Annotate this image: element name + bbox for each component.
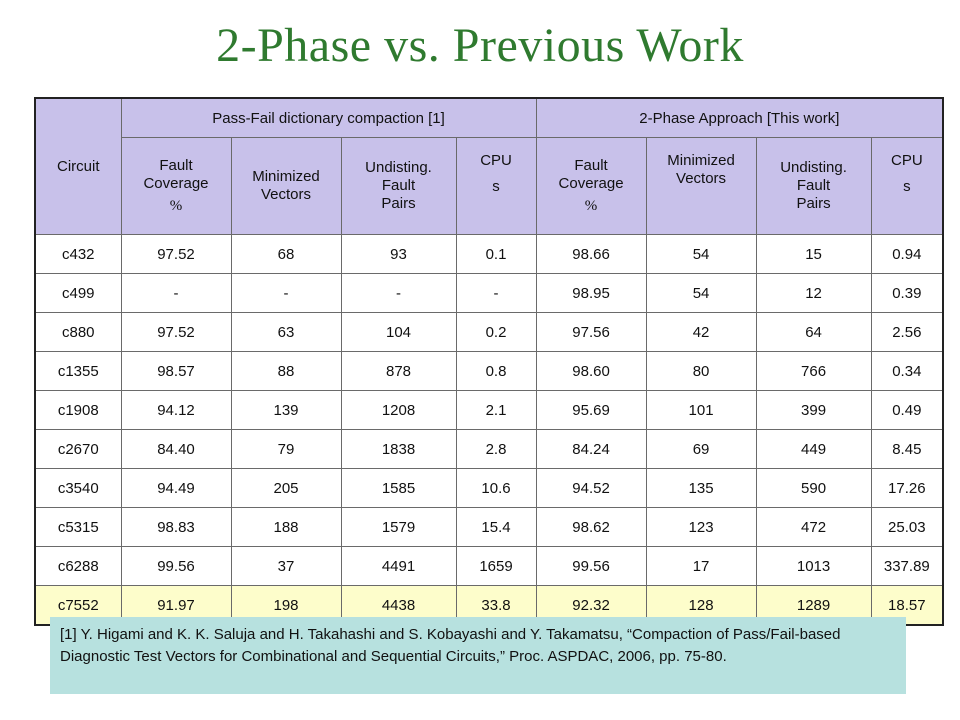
table-row (35, 508, 943, 547)
cell-circuit: c2670 (35, 430, 121, 469)
header-text: CPU (890, 152, 923, 169)
header-group-previous: Pass-Fail dictionary compaction [1] (121, 98, 536, 138)
header-text: % (169, 198, 183, 214)
cell-minimized-vectors-prev: - (231, 274, 341, 313)
cell-fault-coverage-prev: 94.49 (121, 469, 231, 508)
cell-minimized-vectors-prev: 79 (231, 430, 341, 469)
table-row (35, 547, 943, 586)
cell-minimized-vectors-new: 69 (646, 430, 756, 469)
header-text: Pairs (796, 195, 831, 212)
header-text: Fault (796, 177, 831, 194)
cell-minimized-vectors-prev: 198 (231, 586, 341, 626)
header-text: Fault (574, 157, 608, 174)
table-row (35, 274, 943, 313)
header-text: % (584, 198, 598, 214)
header-minimized-vectors-prev (231, 138, 341, 235)
header-text: Minimized (667, 152, 735, 169)
cell-undisting-pairs-prev: 4491 (341, 547, 456, 586)
header-cpu-new (871, 138, 943, 235)
header-text: Fault (159, 157, 193, 174)
cell-fault-coverage-new: 95.69 (536, 391, 646, 430)
cell-circuit: c432 (35, 235, 121, 274)
table-row (35, 235, 943, 274)
cell-undisting-pairs-new: 449 (756, 430, 871, 469)
reference-note: [1] Y. Higami and K. K. Saluja and H. Takahashi and S. Kobayashi and Y. Takamatsu, “Compaction of Pass/Fail-based Diagnostic Test Vectors for Combinational and Sequential Circuits,” Proc. ASPDAC, 2006, pp. 75-80. (50, 617, 906, 694)
cell-cpu-new: 0.39 (871, 274, 943, 313)
table-row (35, 391, 943, 430)
cell-circuit: c880 (35, 313, 121, 352)
header-circuit: Circuit (35, 98, 121, 235)
cell-circuit: c7552 (35, 586, 121, 626)
cell-undisting-pairs-prev: 1208 (341, 391, 456, 430)
cell-fault-coverage-new: 98.60 (536, 352, 646, 391)
header-text: Fault (381, 177, 416, 194)
cell-undisting-pairs-prev: 1579 (341, 508, 456, 547)
cell-fault-coverage-new: 99.56 (536, 547, 646, 586)
cell-minimized-vectors-new: 17 (646, 547, 756, 586)
cell-cpu-prev: 0.2 (456, 313, 536, 352)
cell-cpu-new: 25.03 (871, 508, 943, 547)
cell-fault-coverage-new: 98.66 (536, 235, 646, 274)
header-row-groups (35, 98, 943, 138)
header-undisting-pairs-new (756, 138, 871, 235)
comparison-table (34, 97, 944, 626)
cell-fault-coverage-prev: 99.56 (121, 547, 231, 586)
cell-undisting-pairs-new: 15 (756, 235, 871, 274)
cell-undisting-pairs-new: 590 (756, 469, 871, 508)
cell-undisting-pairs-prev: 1838 (341, 430, 456, 469)
cell-fault-coverage-prev: 97.52 (121, 235, 231, 274)
table-row (35, 469, 943, 508)
cell-undisting-pairs-prev: 104 (341, 313, 456, 352)
cell-cpu-prev: 2.1 (456, 391, 536, 430)
cell-circuit: c3540 (35, 469, 121, 508)
cell-cpu-prev: 10.6 (456, 469, 536, 508)
cell-minimized-vectors-new: 80 (646, 352, 756, 391)
cell-minimized-vectors-prev: 37 (231, 547, 341, 586)
cell-minimized-vectors-prev: 188 (231, 508, 341, 547)
header-text: Undisting. (780, 159, 847, 176)
cell-minimized-vectors-prev: 68 (231, 235, 341, 274)
cell-minimized-vectors-new: 101 (646, 391, 756, 430)
cell-cpu-new: 18.57 (871, 586, 943, 626)
cell-cpu-prev: - (456, 274, 536, 313)
cell-cpu-new: 2.56 (871, 313, 943, 352)
header-text: Pairs (381, 195, 416, 212)
header-minimized-vectors-new (646, 138, 756, 235)
cell-minimized-vectors-new: 42 (646, 313, 756, 352)
cell-cpu-new: 0.49 (871, 391, 943, 430)
cell-undisting-pairs-new: 399 (756, 391, 871, 430)
cell-minimized-vectors-prev: 63 (231, 313, 341, 352)
header-text: Coverage (558, 175, 624, 192)
cell-circuit: c1355 (35, 352, 121, 391)
header-fault-coverage-new (536, 138, 646, 235)
header-text: s (903, 178, 911, 195)
cell-cpu-prev: 33.8 (456, 586, 536, 626)
header-group-2phase: 2-Phase Approach [This work] (536, 98, 943, 138)
cell-cpu-prev: 0.8 (456, 352, 536, 391)
cell-fault-coverage-prev: 94.12 (121, 391, 231, 430)
header-row-columns (35, 138, 943, 235)
cell-cpu-prev: 2.8 (456, 430, 536, 469)
header-fault-coverage-prev (121, 138, 231, 235)
cell-undisting-pairs-new: 64 (756, 313, 871, 352)
header-text: Vectors (676, 170, 727, 187)
cell-cpu-new: 0.94 (871, 235, 943, 274)
header-text: Minimized (252, 168, 320, 185)
cell-fault-coverage-prev: - (121, 274, 231, 313)
cell-minimized-vectors-new: 54 (646, 235, 756, 274)
cell-fault-coverage-new: 84.24 (536, 430, 646, 469)
cell-cpu-new: 8.45 (871, 430, 943, 469)
cell-undisting-pairs-new: 1013 (756, 547, 871, 586)
table-row (35, 313, 943, 352)
page-title: 2-Phase vs. Previous Work (216, 19, 744, 72)
cell-undisting-pairs-new: 766 (756, 352, 871, 391)
cell-fault-coverage-new: 97.56 (536, 313, 646, 352)
cell-minimized-vectors-new: 135 (646, 469, 756, 508)
cell-undisting-pairs-prev: 4438 (341, 586, 456, 626)
header-cpu-prev (456, 138, 536, 235)
cell-minimized-vectors-new: 54 (646, 274, 756, 313)
cell-circuit: c1908 (35, 391, 121, 430)
cell-fault-coverage-new: 92.32 (536, 586, 646, 626)
header-undisting-pairs-prev (341, 138, 456, 235)
cell-minimized-vectors-prev: 88 (231, 352, 341, 391)
header-text: CPU (480, 152, 512, 169)
table-body (35, 235, 943, 626)
cell-fault-coverage-new: 94.52 (536, 469, 646, 508)
cell-fault-coverage-prev: 91.97 (121, 586, 231, 626)
cell-cpu-new: 337.89 (871, 547, 943, 586)
header-text: s (492, 178, 500, 195)
cell-undisting-pairs-new: 472 (756, 508, 871, 547)
header-text: Coverage (143, 175, 209, 192)
cell-circuit: c5315 (35, 508, 121, 547)
cell-fault-coverage-prev: 98.57 (121, 352, 231, 391)
header-text: Undisting. (365, 159, 432, 176)
cell-fault-coverage-new: 98.95 (536, 274, 646, 313)
cell-minimized-vectors-new: 128 (646, 586, 756, 626)
cell-minimized-vectors-new: 123 (646, 508, 756, 547)
cell-undisting-pairs-new: 1289 (756, 586, 871, 626)
cell-cpu-new: 0.34 (871, 352, 943, 391)
cell-fault-coverage-new: 98.62 (536, 508, 646, 547)
cell-circuit: c6288 (35, 547, 121, 586)
cell-cpu-prev: 1659 (456, 547, 536, 586)
cell-cpu-new: 17.26 (871, 469, 943, 508)
cell-circuit: c499 (35, 274, 121, 313)
cell-cpu-prev: 15.4 (456, 508, 536, 547)
header-text: Vectors (260, 186, 312, 203)
cell-undisting-pairs-prev: 878 (341, 352, 456, 391)
table-row (35, 430, 943, 469)
table-row (35, 352, 943, 391)
cell-undisting-pairs-prev: 93 (341, 235, 456, 274)
cell-minimized-vectors-prev: 205 (231, 469, 341, 508)
cell-undisting-pairs-prev: 1585 (341, 469, 456, 508)
cell-fault-coverage-prev: 84.40 (121, 430, 231, 469)
cell-minimized-vectors-prev: 139 (231, 391, 341, 430)
cell-undisting-pairs-new: 12 (756, 274, 871, 313)
cell-cpu-prev: 0.1 (456, 235, 536, 274)
cell-undisting-pairs-prev: - (341, 274, 456, 313)
cell-fault-coverage-prev: 98.83 (121, 508, 231, 547)
cell-fault-coverage-prev: 97.52 (121, 313, 231, 352)
